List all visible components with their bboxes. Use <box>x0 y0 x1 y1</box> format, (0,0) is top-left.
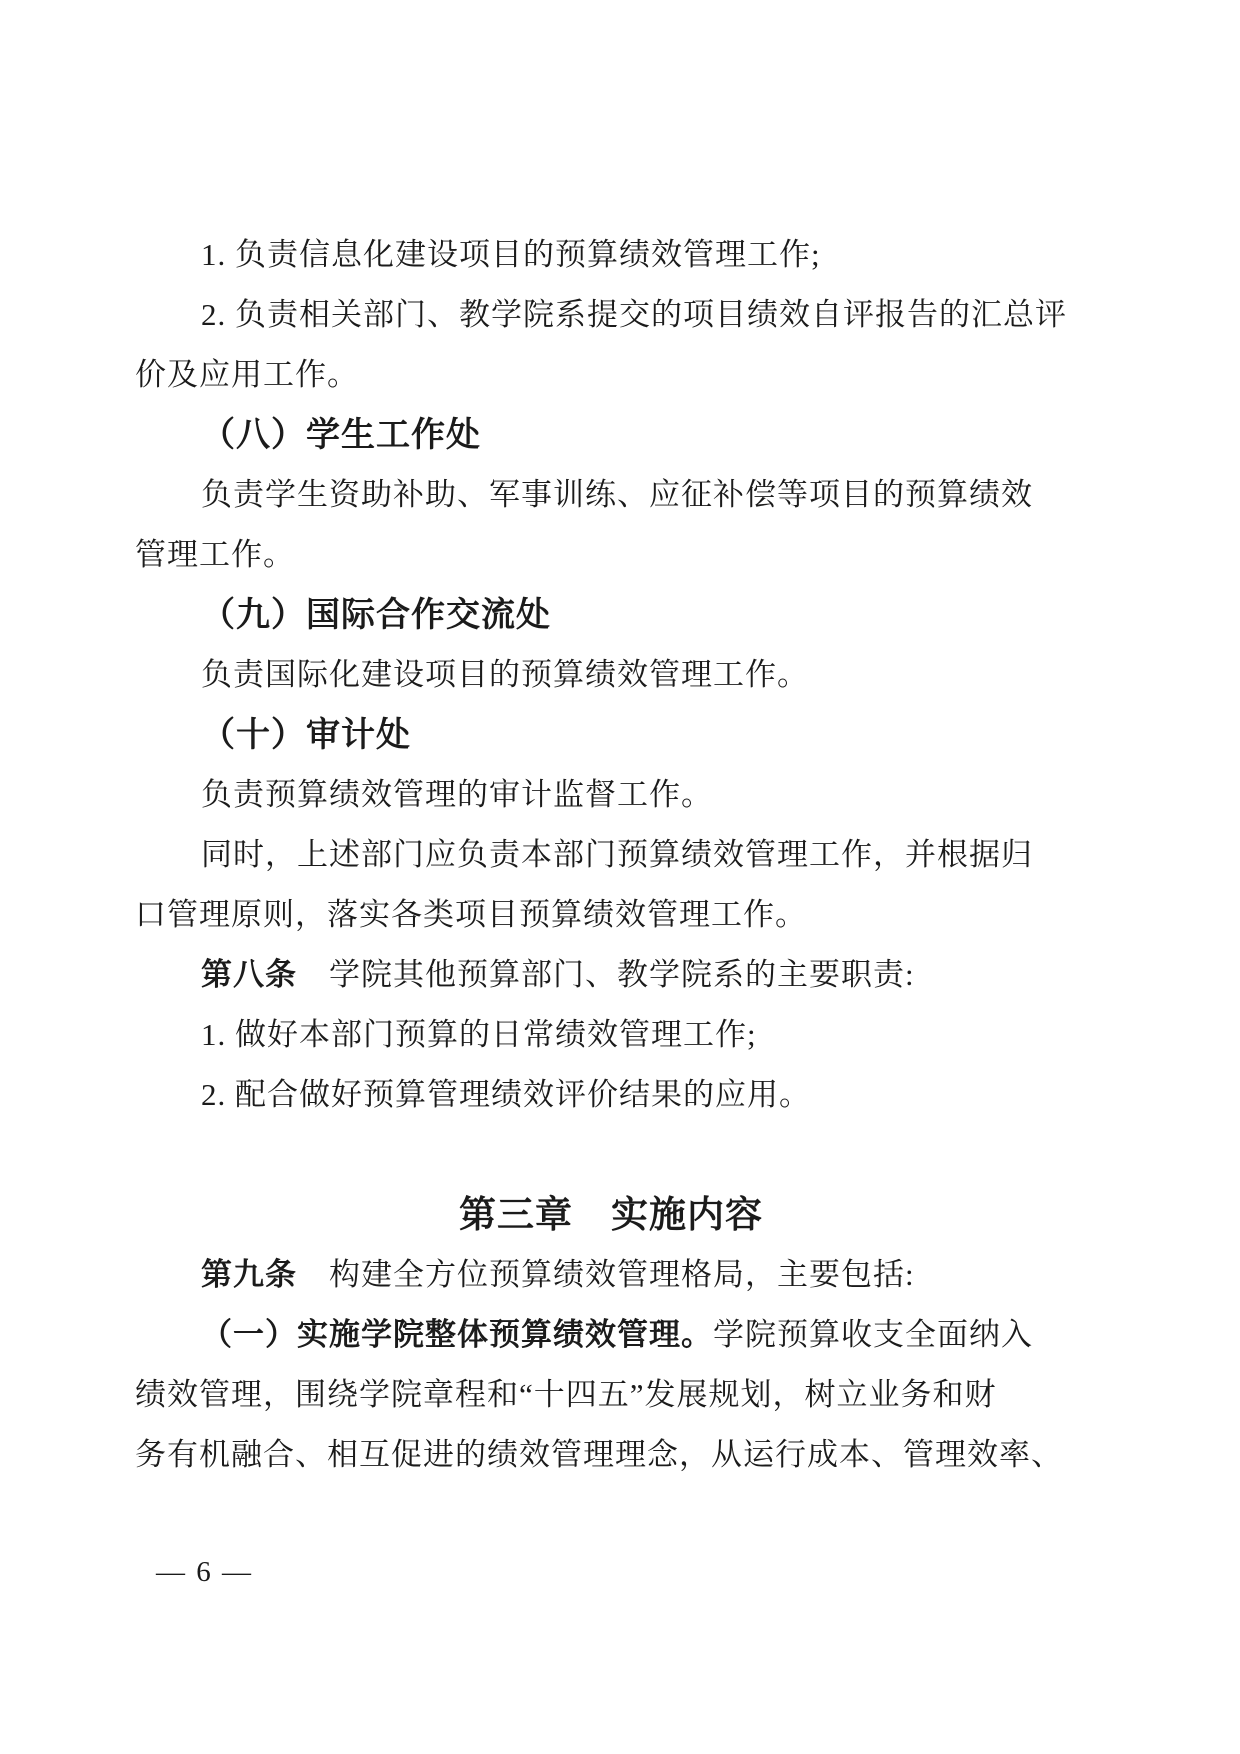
body-line <box>135 1425 1087 1485</box>
page-footer <box>156 1552 253 1592</box>
clause-1-line <box>135 1305 1087 1365</box>
page-number: — 6 — <box>156 1556 253 1588</box>
text-run: 2. 负责相关部门、教学院系提交的项目绩效自评报告的汇总评 <box>201 297 1067 332</box>
text-run: 1. 做好本部门预算的日常绩效管理工作; <box>201 1017 757 1052</box>
body-line <box>135 885 1087 945</box>
section-heading-text: （九）国际合作交流处 <box>201 596 551 634</box>
body-line <box>135 525 1087 585</box>
text-run: 同时，上述部门应负责本部门预算绩效管理工作，并根据归 <box>201 837 1033 872</box>
article-9-label: 第九条 <box>201 1257 297 1292</box>
text-run: 负责学生资助补助、军事训练、应征补偿等项目的预算绩效 <box>201 477 1033 512</box>
body-line <box>135 645 1087 705</box>
section-heading-9 <box>135 585 1087 645</box>
body-line <box>135 285 1087 345</box>
body-line <box>135 1365 1087 1425</box>
text-run: 学院其他预算部门、教学院系的主要职责: <box>297 957 915 992</box>
chapter-heading <box>135 1185 1087 1245</box>
text-run: 负责预算绩效管理的审计监督工作。 <box>201 777 713 812</box>
body-line <box>135 225 1087 285</box>
text-run: 构建全方位预算绩效管理格局，主要包括: <box>297 1257 915 1292</box>
text-run: 口管理原则，落实各类项目预算绩效管理工作。 <box>135 897 807 932</box>
body-line <box>135 765 1087 825</box>
text-run: 负责国际化建设项目的预算绩效管理工作。 <box>201 657 809 692</box>
text-run: 价及应用工作。 <box>135 357 359 392</box>
text-run: 2. 配合做好预算管理绩效评价结果的应用。 <box>201 1077 811 1112</box>
text-run: 务有机融合、相互促进的绩效管理理念，从运行成本、管理效率、 <box>135 1437 1063 1472</box>
body-line <box>135 1065 1087 1125</box>
body-line <box>135 465 1087 525</box>
section-heading-text: （十）审计处 <box>201 716 411 754</box>
article-8-line <box>135 945 1087 1005</box>
chapter-heading-text: 第三章 实施内容 <box>459 1194 763 1235</box>
body-line <box>135 1005 1087 1065</box>
text-run: 管理工作。 <box>135 537 295 572</box>
article-9-line <box>135 1245 1087 1305</box>
text-run: 绩效管理，围绕学院章程和“十四五”发展规划，树立业务和财 <box>135 1377 997 1412</box>
body-line <box>135 345 1087 405</box>
clause-1-bold-lead: （一）实施学院整体预算绩效管理。 <box>201 1317 713 1352</box>
section-heading-text: （八）学生工作处 <box>201 416 481 454</box>
section-heading-10 <box>135 705 1087 765</box>
text-run: 学院预算收支全面纳入 <box>713 1317 1033 1352</box>
article-8-label: 第八条 <box>201 957 297 992</box>
document-body <box>135 225 1087 1485</box>
text-run: 1. 负责信息化建设项目的预算绩效管理工作; <box>201 237 821 272</box>
section-heading-8 <box>135 405 1087 465</box>
body-line <box>135 825 1087 885</box>
